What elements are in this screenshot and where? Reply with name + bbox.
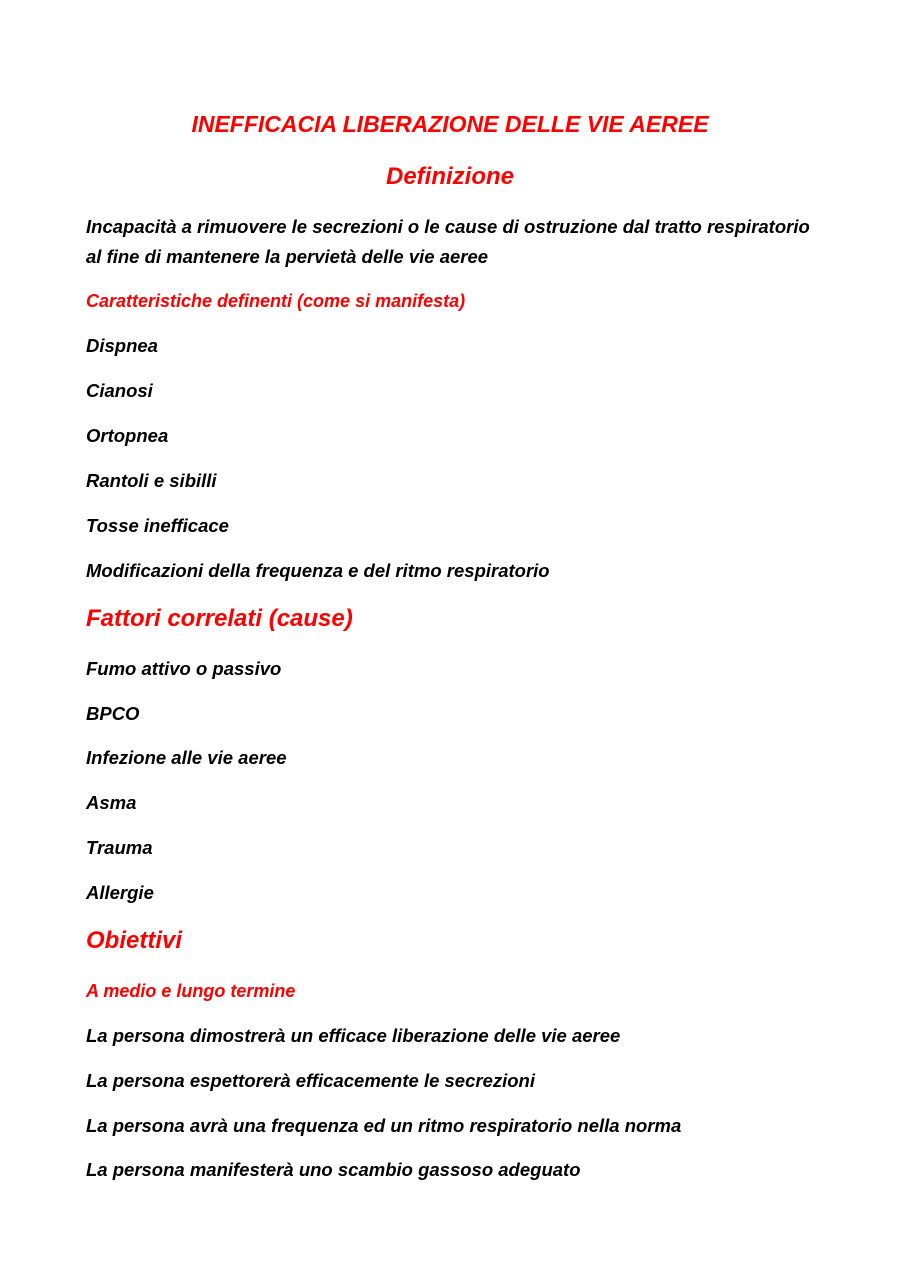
factor-item: BPCO	[86, 703, 140, 724]
objective-item: La persona manifesterà uno scambio gassoso adeguato	[86, 1159, 581, 1180]
characteristic-item: Tosse inefficace	[86, 515, 229, 536]
characteristic-item: Ortopnea	[86, 425, 169, 446]
objective-item: La persona dimostrerà un efficace liberazione delle vie aeree	[86, 1025, 621, 1046]
factor-item: Fumo attivo o passivo	[86, 658, 282, 679]
characteristics-heading: Caratteristiche definenti (come si manifesta)	[86, 291, 466, 311]
characteristic-item: Cianosi	[86, 380, 153, 401]
document-title: INEFFICACIA LIBERAZIONE DELLE VIE AEREE	[191, 111, 709, 137]
factor-item: Infezione alle vie aeree	[86, 747, 287, 768]
factor-item: Trauma	[86, 837, 153, 858]
definition-heading: Definizione	[385, 163, 514, 190]
definition-text: Incapacità a rimuovere le secrezioni o le cause di ostruzione dal tratto respiratorio al fine di mantenere la pervietà delle vie aeree	[86, 216, 810, 267]
factors-heading: Fattori correlati (cause)	[86, 605, 353, 632]
characteristic-item: Modificazioni della frequenza e del ritmo respiratorio	[86, 560, 550, 581]
characteristic-item: Rantoli e sibilli	[86, 470, 217, 491]
objectives-subheading: A medio e lungo termine	[86, 981, 296, 1001]
objective-item: La persona espettorerà efficacemente le secrezioni	[86, 1070, 535, 1091]
factor-item: Allergie	[86, 882, 154, 903]
objectives-heading: Obiettivi	[86, 927, 183, 954]
objective-item: La persona avrà una frequenza ed un ritmo respiratorio nella norma	[86, 1115, 682, 1136]
factor-item: Asma	[86, 792, 137, 813]
characteristic-item: Dispnea	[86, 335, 158, 356]
